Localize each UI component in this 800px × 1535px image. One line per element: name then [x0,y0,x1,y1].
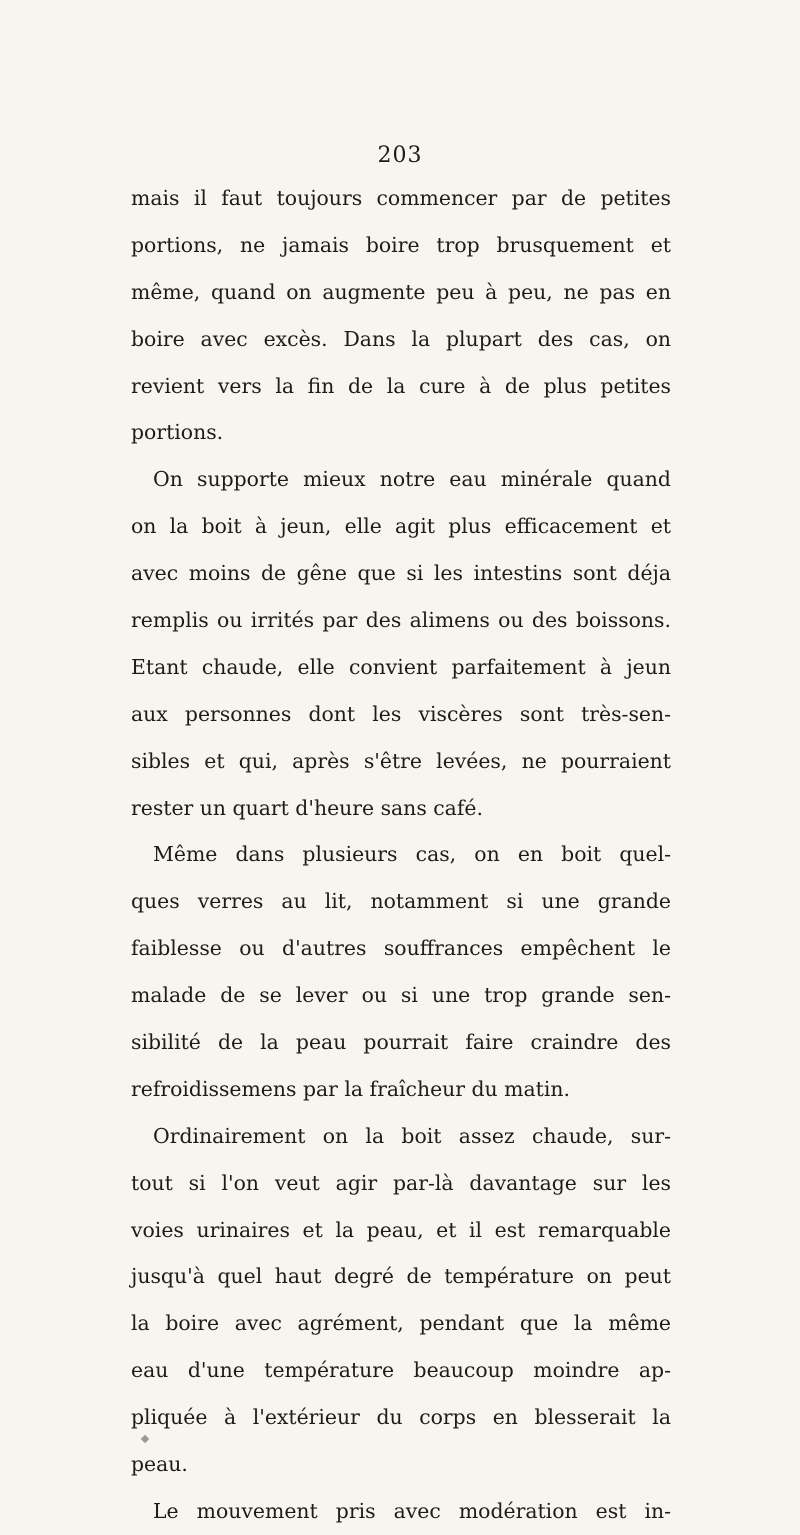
text-line: on la boit à jeun, elle agit plus efficacement et [131,514,671,539]
text-line: jusqu'à quel haut degré de température on peut [131,1264,671,1289]
text-line: portions, ne jamais boire trop brusquement et [131,232,671,257]
text-line: pliquée à l'extérieur du corps en blesserait la [131,1405,671,1430]
text-line: Même dans plusieurs cas, on en boit quel- [153,842,671,867]
text-line: peau. [131,1452,188,1477]
text-line: revient vers la fin de la cure à de plus petites [131,373,671,398]
text-line: Le mouvement pris avec modération est in- [153,1498,671,1523]
text-line: même, quand on augmente peu à peu, ne pas en [131,279,671,304]
text-line: malade de se lever ou si une trop grande sen- [131,983,671,1008]
text-line: aux personnes dont les viscères sont très-sen- [131,701,671,726]
text-line: voies urinaires et la peau, et il est remarquable [131,1217,671,1242]
page-number: 203 [377,143,423,168]
text-line: faiblesse ou d'autres souffrances empêchent le [131,936,671,961]
body-text [131,175,671,1535]
text-line: sibilité de la peau pourrait faire craindre des [131,1030,671,1055]
text-line: la boire avec agrément, pendant que la même [131,1311,671,1336]
text-line: rester un quart d'heure sans café. [131,795,483,820]
text-line: remplis ou irrités par des alimens ou des boissons. [131,608,671,633]
text-line: Ordinairement on la boit assez chaude, sur- [153,1123,671,1148]
text-line: On supporte mieux notre eau minérale quand [153,467,671,492]
text-line: mais il faut toujours commencer par de petites [131,186,671,210]
text-line: Etant chaude, elle convient parfaitement à jeun [131,654,671,679]
text-line: ques verres au lit, notamment si une grande [131,889,671,914]
text-line: refroidissemens par la fraîcheur du matin. [131,1076,570,1101]
text-line: avec moins de gêne que si les intestins sont déja [131,561,671,586]
text-line: boire avec excès. Dans la plupart des cas, on [131,326,671,351]
text-line: portions. [131,420,224,445]
text-line: tout si l'on veut agir par-là davantage sur les [131,1170,671,1195]
text-line: eau d'une température beaucoup moindre ap- [131,1358,671,1383]
text-line: sibles et qui, après s'être levées, ne pourraient [131,748,671,773]
